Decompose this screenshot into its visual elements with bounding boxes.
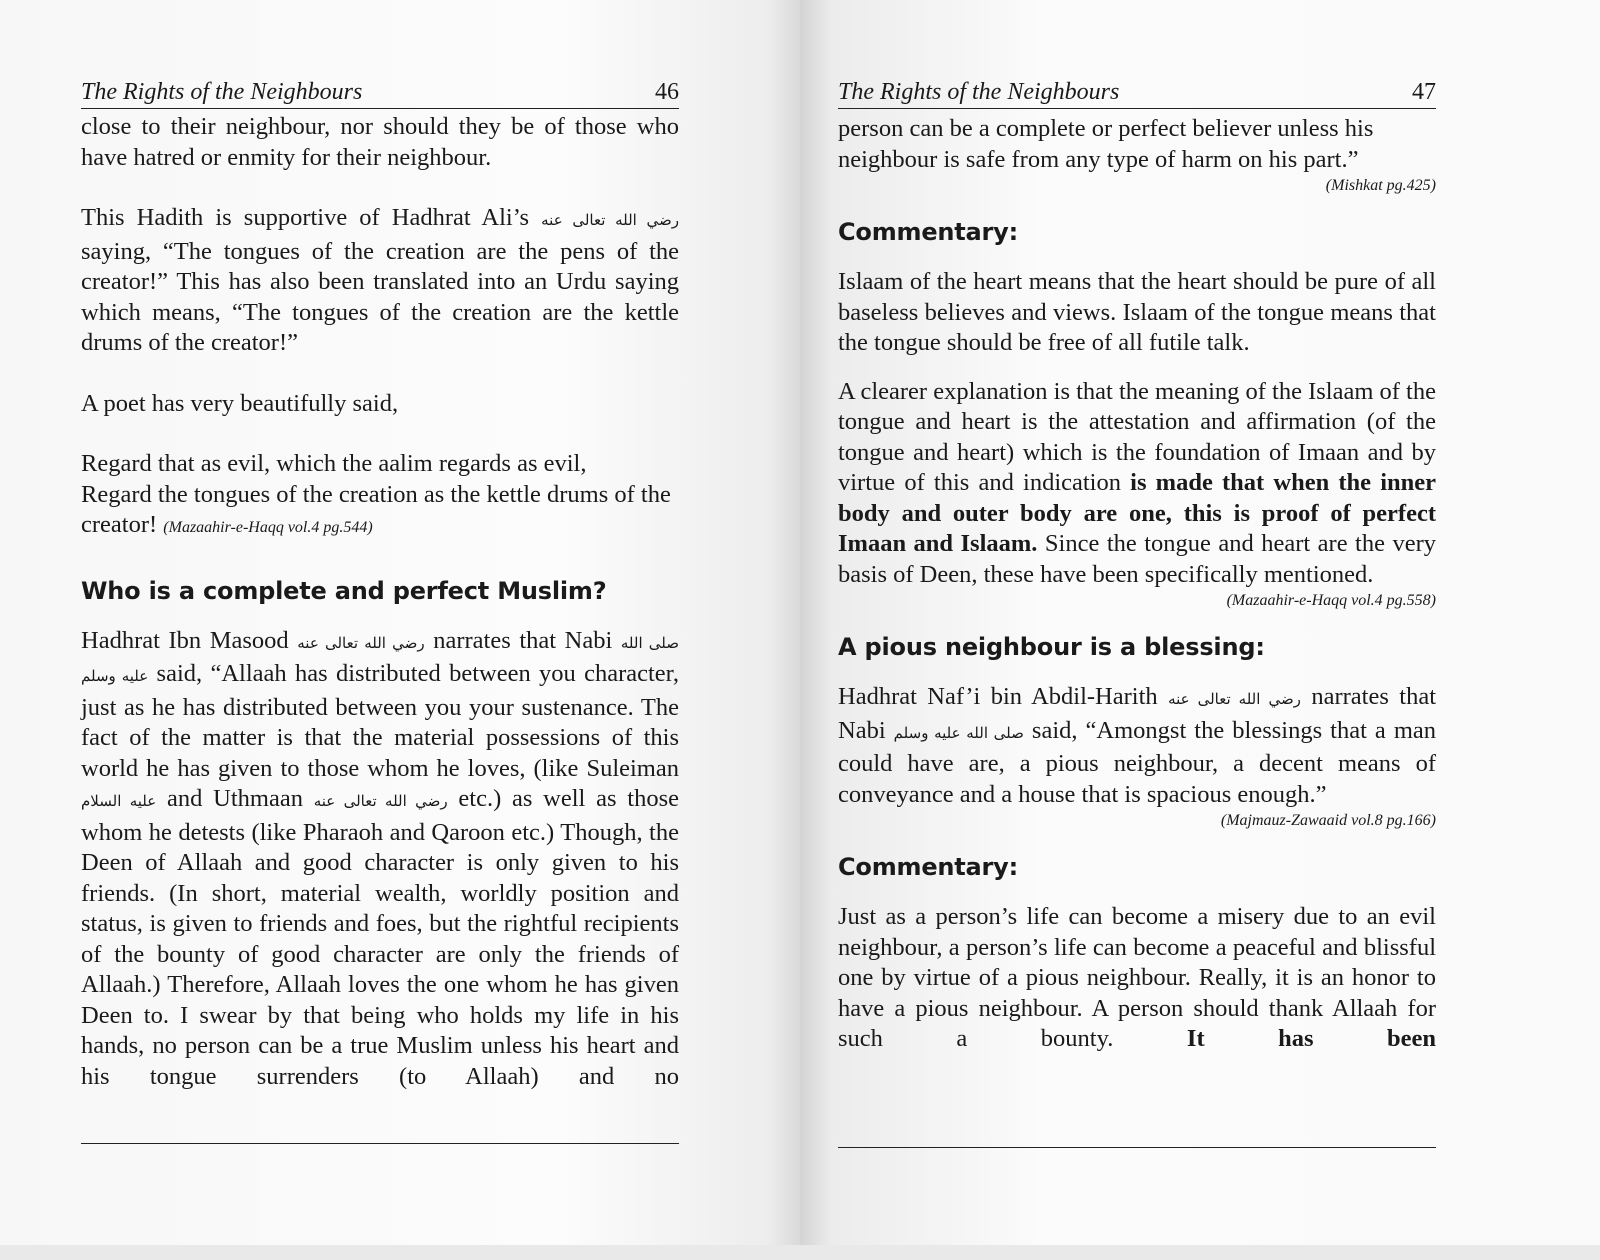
text-run: Just as a person’s life can become a misery due to an evil neighbour, a person’s life can become a peaceful and blissful one by virtue of a pious neighbour. Really, it is an honor to have a pious neighbour. A person should thank Allaah for such a bounty. bbox=[838, 903, 1436, 1052]
poem-line: Regard that as evil, which the aalim regards as evil, bbox=[81, 450, 587, 477]
bottom-rule bbox=[81, 1143, 679, 1144]
text-run: A clearer explanation is that the meaning of the Islaam of the tongue and heart is the attestation and affirmation (of the tongue and heart) which is the foundation of Imaan and by virtue of this and indication bbox=[838, 377, 1436, 496]
arabic-honorific: رضي الله تعالى عنه bbox=[313, 794, 448, 810]
left-page bbox=[0, 0, 800, 1245]
page-body bbox=[838, 114, 1436, 1055]
arabic-honorific: رضي الله تعالى عنه bbox=[541, 213, 680, 229]
text-run: and Uthmaan bbox=[167, 785, 303, 812]
text-run: Hadhrat Ibn Masood bbox=[81, 626, 289, 654]
bottom-rule bbox=[838, 1147, 1436, 1148]
section-heading: Commentary: bbox=[838, 853, 1019, 881]
text-run: narrates that Nabi bbox=[838, 683, 1437, 744]
paragraph bbox=[838, 682, 1436, 810]
text-run: Since the tongue and heart are the very basis of Deen, these have been specifically mentioned. bbox=[838, 530, 1437, 588]
text-run: narrates that Nabi bbox=[433, 626, 613, 654]
reference: (Mazaahir-e-Haqq vol.4 pg.558) bbox=[1226, 592, 1436, 609]
text-run: etc.) as well as those whom he detests (like Pharaoh and Qaroon etc.) Though, the Deen of Allaah and good character is only given to his friends. (In short, material wealth, worldly position and status, is given to friends and foes, but the rightful recipients of the bounty of good character are only the friends of Allaah.) Therefore, Allaah loves the one whom he has given Deen to. I swear by that being who holds my life in his hands, no person can be a true Muslim unless his heart and his tongue surrenders (to Allaah) and no bbox=[81, 785, 680, 1090]
arabic-honorific: عليه السلام bbox=[81, 794, 157, 810]
paragraph bbox=[838, 377, 1436, 591]
text-run: This Hadith is supportive of Hadhrat Ali’s bbox=[81, 204, 530, 231]
arabic-honorific: رضي الله تعالى عنه bbox=[297, 635, 425, 652]
section-heading: Commentary: bbox=[838, 218, 1019, 246]
text-run: said, “Allaah has distributed between you character, just as he has distributed between you your sustenance. The fact of the matter is that the material possessions of this world he has given to those whom he loves, (like Suleiman bbox=[81, 660, 679, 782]
bold-text-run: It has been bbox=[1186, 1025, 1437, 1052]
text-run: said, “Amongst the blessings that a man could have are, a pious neighbour, a decent means of conveyance and a house that is spacious enough.” bbox=[838, 716, 1437, 808]
poem-line: Regard the tongues of the creation as the kettle drums of the creator! bbox=[81, 480, 671, 538]
paragraph: A poet has very beautifully said, bbox=[81, 389, 399, 417]
paragraph bbox=[838, 902, 1436, 1055]
reference: (Mazaahir-e-Haqq vol.4 pg.544) bbox=[163, 519, 373, 536]
poem bbox=[81, 449, 679, 544]
section-heading: Who is a complete and perfect Muslim? bbox=[81, 576, 607, 605]
paragraph bbox=[81, 626, 679, 1093]
right-page bbox=[800, 0, 1600, 1245]
paragraph bbox=[81, 203, 679, 359]
bold-text-run: is made that when the inner body and outer body are one, this is proof of perfect Imaan and Islaam. bbox=[838, 469, 1437, 557]
paragraph: Islaam of the heart means that the heart should be pure of all baseless believes and views. Islaam of the tongue means that the tongue should be free of all futile talk. bbox=[838, 268, 1436, 356]
running-head bbox=[81, 76, 679, 109]
reference: (Majmauz-Zawaaid vol.8 pg.166) bbox=[1220, 812, 1436, 829]
text-run: Hadhrat Naf’i bin Abdil-Harith bbox=[838, 683, 1158, 710]
text-run: saying, “The tongues of the creation are the pens of the creator!” This has also been translated into an Urdu saying which means, “The tongues of the creation are the kettle drums of the creator!” bbox=[81, 237, 679, 356]
arabic-honorific: صلى الله عليه وسلم bbox=[893, 725, 1024, 742]
running-title: The Rights of the Neighbours bbox=[838, 79, 1120, 105]
reference: (Mishkat pg.425) bbox=[1325, 177, 1436, 194]
paragraph: person can be a complete or perfect believer unless his neighbour is safe from any type of harm on his part.” bbox=[838, 115, 1374, 173]
arabic-honorific: صلى الله عليه وسلم bbox=[81, 635, 680, 685]
page-number: 47 bbox=[1412, 79, 1436, 105]
page-body bbox=[81, 112, 679, 1092]
running-head bbox=[838, 76, 1436, 109]
page-number: 46 bbox=[655, 79, 679, 105]
section-heading: A pious neighbour is a blessing: bbox=[838, 633, 1265, 661]
paragraph: close to their neighbour, nor should they be of those who have hatred or enmity for their neighbour. bbox=[81, 113, 679, 171]
running-title: The Rights of the Neighbours bbox=[81, 79, 363, 105]
arabic-honorific: رضي الله تعالى عنه bbox=[1168, 692, 1301, 708]
